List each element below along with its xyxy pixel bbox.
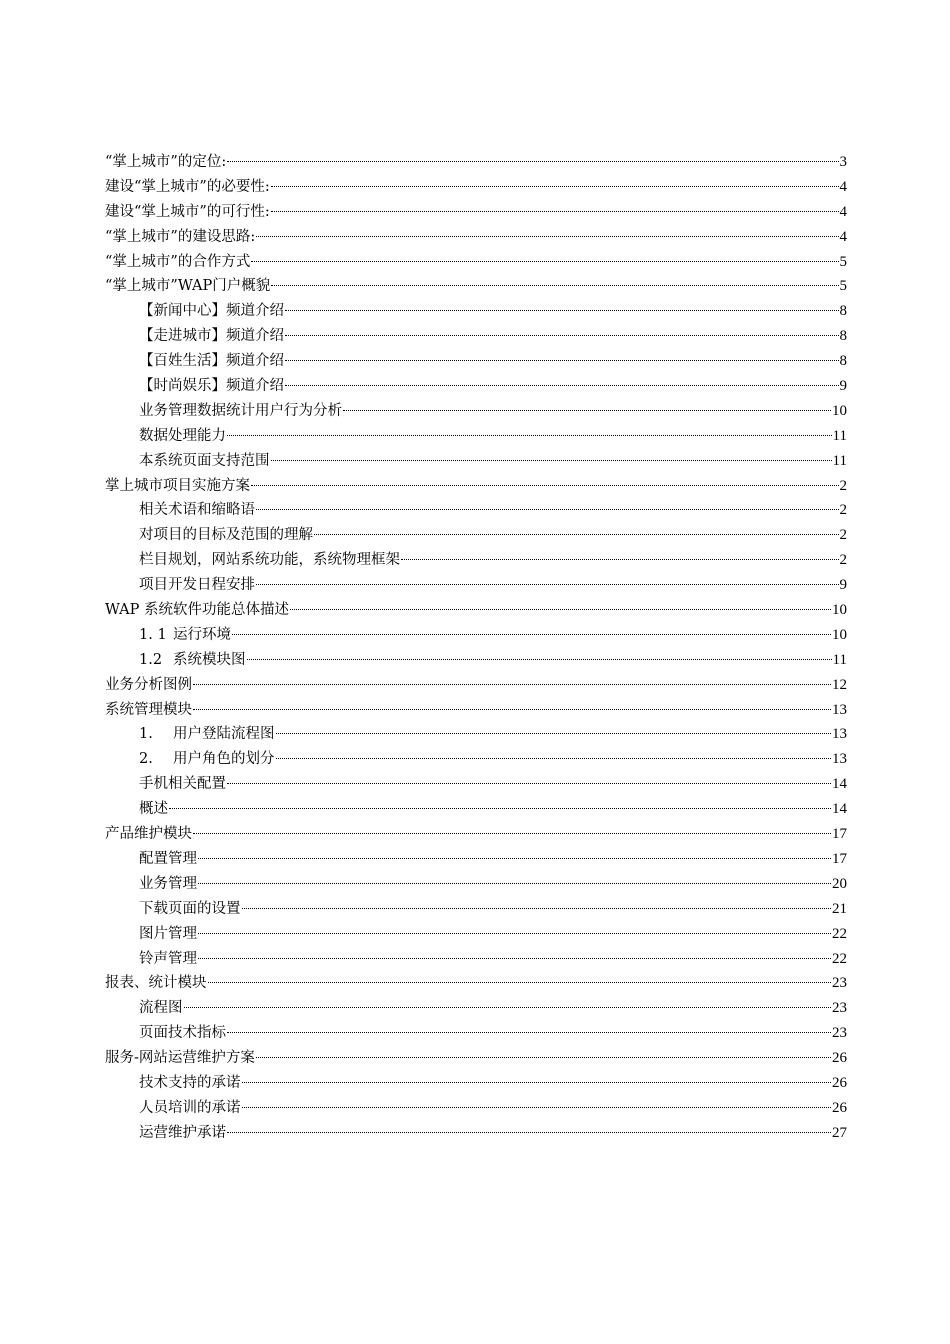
toc-entry-title — [139, 722, 275, 747]
toc-page-number: 4 — [839, 228, 847, 245]
toc-entry[interactable] — [105, 225, 847, 250]
toc-entry-label: 用户角色的划分 — [173, 751, 275, 768]
toc-entry-title — [139, 1021, 226, 1046]
toc-entry-title — [139, 922, 197, 947]
dot-leader — [276, 758, 832, 759]
dot-leader — [242, 1082, 832, 1083]
toc-entry-title — [105, 698, 192, 723]
toc-page-number: 22 — [832, 950, 847, 967]
toc-subentry[interactable] — [105, 872, 847, 897]
toc-subentry[interactable] — [105, 922, 847, 947]
toc-entry-title — [105, 175, 270, 200]
toc-subentry[interactable] — [105, 573, 847, 598]
dot-leader — [271, 211, 839, 212]
toc-subentry[interactable] — [105, 1021, 847, 1046]
dot-leader — [184, 1007, 832, 1008]
dot-leader — [227, 1132, 831, 1133]
toc-subentry[interactable] — [105, 449, 847, 474]
toc-entry-label: 概述 — [139, 801, 168, 818]
toc-page-number: 14 — [832, 776, 847, 793]
toc-entry-label: 图片管理 — [139, 925, 197, 942]
toc-page-number: 11 — [832, 452, 847, 469]
toc-entry-number: 1. 1 — [139, 626, 167, 643]
toc-entry-title — [139, 797, 168, 822]
toc-entry-title — [105, 1046, 255, 1071]
toc-page-number: 17 — [832, 826, 847, 843]
toc-page-number: 23 — [832, 1025, 847, 1042]
toc-entry-label: 掌上城市项目实施方案 — [105, 477, 250, 494]
toc-subentry[interactable] — [105, 349, 847, 374]
toc-page-number: 21 — [832, 900, 847, 917]
dot-leader — [169, 808, 831, 809]
toc-page-number: 9 — [839, 378, 847, 395]
dot-leader — [271, 186, 839, 187]
toc-entry-label: 用户登陆流程图 — [173, 726, 275, 743]
toc-entry-title — [139, 996, 183, 1021]
dot-leader — [285, 360, 839, 361]
toc-subentry[interactable] — [105, 299, 847, 324]
dot-leader — [232, 634, 831, 635]
dot-leader — [227, 783, 831, 784]
toc-page-number: 8 — [839, 303, 847, 320]
toc-page-number: 12 — [832, 676, 847, 693]
toc-entry-label: 业务管理数据统计用户行为分析 — [139, 402, 342, 419]
dot-leader — [193, 833, 831, 834]
toc-entry[interactable] — [105, 1046, 847, 1071]
dot-leader — [271, 285, 838, 286]
toc-page-number: 10 — [832, 602, 847, 619]
toc-entry-title — [139, 449, 270, 474]
toc-entry-title — [139, 498, 255, 523]
toc-entry-label: 服务-网站运营维护方案 — [105, 1050, 255, 1067]
toc-entry-title — [139, 747, 275, 772]
toc-entry-label: 铃声管理 — [139, 950, 197, 967]
toc-entry-title — [139, 299, 284, 324]
toc-entry-label: 对项目的目标及范围的理解 — [139, 527, 313, 544]
dot-leader — [242, 908, 832, 909]
toc-entry-label: 手机相关配置 — [139, 776, 226, 793]
toc-entry-number: 2. — [139, 751, 153, 768]
toc-entry-title — [139, 1071, 241, 1096]
toc-page-number: 26 — [832, 1050, 847, 1067]
toc-page-number: 11 — [832, 427, 847, 444]
toc-subentry[interactable] — [105, 747, 847, 772]
toc-page-number: 13 — [832, 726, 847, 743]
toc-entry[interactable] — [105, 175, 847, 200]
toc-entry-label: “掌上城市”的定位: — [105, 154, 227, 170]
toc-subentry[interactable] — [105, 1096, 847, 1121]
toc-subentry[interactable] — [105, 424, 847, 449]
toc-entry-title — [105, 250, 250, 275]
toc-entry-title — [139, 349, 284, 374]
dot-leader — [198, 858, 831, 859]
toc-entry-label: 建设“掌上城市”的可行性: — [105, 203, 270, 220]
dot-leader — [256, 236, 838, 237]
toc-entry-label: 流程图 — [139, 1000, 183, 1017]
toc-entry-title — [139, 424, 226, 449]
dot-leader — [251, 485, 839, 486]
toc-entry-label: 建设“掌上城市”的必要性: — [105, 178, 270, 195]
dot-leader — [276, 733, 832, 734]
toc-entry-label: 运行环境 — [173, 626, 231, 643]
toc-entry-title — [139, 847, 197, 872]
dot-leader — [193, 709, 831, 710]
toc-page-number: 11 — [832, 651, 847, 668]
toc-entry-label: 配置管理 — [139, 850, 197, 867]
toc-subentry[interactable] — [105, 897, 847, 922]
toc-subentry[interactable] — [105, 1121, 847, 1146]
dot-leader — [271, 460, 832, 461]
toc-entry-number: 1.2 — [139, 651, 163, 668]
toc-entry-title — [105, 673, 192, 698]
table-of-contents — [105, 150, 847, 1146]
dot-leader — [256, 509, 839, 510]
toc-entry[interactable] — [105, 673, 847, 698]
toc-entry-title — [139, 1121, 226, 1146]
toc-entry-label: “掌上城市”WAP门户概貌 — [105, 278, 271, 295]
toc-subentry[interactable] — [105, 722, 847, 747]
toc-entry-title — [139, 523, 313, 548]
toc-subentry[interactable] — [105, 996, 847, 1021]
dot-leader — [247, 659, 832, 660]
toc-entry-title — [139, 374, 284, 399]
toc-entry-title — [105, 598, 289, 623]
toc-entry-title — [139, 324, 284, 349]
toc-page-number: 5 — [839, 278, 847, 295]
toc-entry-title — [139, 399, 342, 424]
toc-entry[interactable] — [105, 698, 847, 723]
toc-entry-title — [105, 474, 250, 499]
toc-page-number: 26 — [832, 1074, 847, 1091]
dot-leader — [290, 609, 831, 610]
dot-leader — [227, 161, 838, 162]
toc-entry-title — [105, 225, 255, 250]
toc-entry[interactable] — [105, 598, 847, 623]
toc-page-number: 4 — [839, 203, 847, 220]
toc-page-number: 20 — [832, 875, 847, 892]
toc-entry-title — [139, 872, 197, 897]
toc-entry-label: 【走进城市】频道介绍 — [139, 328, 284, 345]
toc-entry-title — [139, 573, 255, 598]
dot-leader — [208, 982, 832, 983]
toc-subentry[interactable] — [105, 498, 847, 523]
toc-entry-label: 数据处理能力 — [139, 427, 226, 444]
dot-leader — [256, 584, 839, 585]
toc-page-number: 13 — [832, 751, 847, 768]
toc-subentry[interactable] — [105, 797, 847, 822]
toc-entry-title — [105, 971, 207, 996]
toc-entry-label: 项目开发日程安排 — [139, 577, 255, 594]
toc-page-number: 27 — [832, 1124, 847, 1141]
toc-entry-label: 业务管理 — [139, 875, 197, 892]
toc-entry-number: 1. — [139, 726, 153, 743]
toc-page-number: 2 — [839, 477, 847, 494]
toc-page-number: 8 — [839, 353, 847, 370]
toc-subentry[interactable] — [105, 324, 847, 349]
toc-subentry[interactable] — [105, 947, 847, 972]
toc-page-number: 5 — [839, 253, 847, 270]
toc-subentry[interactable] — [105, 1071, 847, 1096]
toc-entry-label: 下载页面的设置 — [139, 900, 241, 917]
toc-page-number: 23 — [832, 1000, 847, 1017]
toc-entry-label: 系统模块图 — [173, 651, 246, 668]
toc-entry-label: 产品维护模块 — [105, 826, 192, 843]
toc-entry-title — [139, 1096, 241, 1121]
toc-subentry[interactable] — [105, 772, 847, 797]
toc-entry-title — [105, 274, 270, 299]
toc-entry[interactable] — [105, 474, 847, 499]
dot-leader — [285, 310, 839, 311]
toc-page-number: 2 — [839, 502, 847, 519]
toc-page-number: 2 — [839, 527, 847, 544]
toc-page-number: 10 — [832, 626, 847, 643]
toc-subentry[interactable] — [105, 523, 847, 548]
dot-leader — [314, 534, 839, 535]
dot-leader — [401, 559, 839, 560]
toc-entry-label: 业务分析图例 — [105, 676, 192, 693]
toc-entry-label: 【新闻中心】频道介绍 — [139, 303, 284, 320]
toc-entry-title — [105, 822, 192, 847]
toc-entry-label: 本系统页面支持范围 — [139, 452, 270, 469]
toc-page-number: 13 — [832, 701, 847, 718]
toc-entry[interactable] — [105, 200, 847, 225]
toc-entry-label: 相关术语和缩略语 — [139, 502, 255, 519]
toc-page-number: 8 — [839, 328, 847, 345]
toc-entry-title — [139, 623, 231, 648]
toc-entry-title — [139, 897, 241, 922]
toc-page-number: 17 — [832, 850, 847, 867]
toc-subentry[interactable] — [105, 648, 847, 673]
dot-leader — [227, 435, 832, 436]
toc-page-number: 22 — [832, 925, 847, 942]
toc-entry-label: 栏目规划，网站系统功能，系统物理框架 — [139, 552, 400, 569]
dot-leader — [343, 410, 831, 411]
dot-leader — [198, 958, 831, 959]
toc-entry-title — [139, 648, 246, 673]
dot-leader — [198, 933, 831, 934]
toc-page-number: 2 — [839, 552, 847, 569]
dot-leader — [285, 335, 839, 336]
toc-entry[interactable] — [105, 274, 847, 299]
toc-page-number: 14 — [832, 801, 847, 818]
toc-subentry[interactable] — [105, 374, 847, 399]
toc-entry-title — [139, 772, 226, 797]
toc-page-number: 26 — [832, 1099, 847, 1116]
toc-entry-label: 报表、统计模块 — [105, 975, 207, 992]
toc-entry[interactable] — [105, 150, 847, 175]
toc-entry-label: 技术支持的承诺 — [139, 1074, 241, 1091]
dot-leader — [256, 1057, 831, 1058]
toc-subentry[interactable] — [105, 399, 847, 424]
dot-leader — [242, 1107, 832, 1108]
dot-leader — [227, 1032, 831, 1033]
toc-entry-label: 【时尚娱乐】频道介绍 — [139, 378, 284, 395]
toc-entry-label: 【百姓生活】频道介绍 — [139, 353, 284, 370]
toc-entry-label: 页面技术指标 — [139, 1025, 226, 1042]
toc-subentry[interactable] — [105, 847, 847, 872]
toc-entry-label: WAP 系统软件功能总体描述 — [105, 602, 290, 619]
toc-entry-label: 系统管理模块 — [105, 701, 192, 718]
dot-leader — [251, 261, 838, 262]
toc-entry-title — [105, 200, 270, 225]
toc-entry-label: 运营维护承诺 — [139, 1124, 226, 1141]
toc-page-number: 9 — [839, 577, 847, 594]
toc-page-number: 23 — [832, 975, 847, 992]
dot-leader — [198, 883, 831, 884]
toc-entry-label: “掌上城市”的建设思路: — [105, 228, 256, 245]
toc-entry-title — [105, 150, 226, 175]
toc-entry[interactable] — [105, 822, 847, 847]
toc-page-number: 10 — [832, 402, 847, 419]
toc-entry-label: “掌上城市”的合作方式 — [105, 253, 251, 270]
toc-entry[interactable] — [105, 250, 847, 275]
toc-entry-title — [139, 947, 197, 972]
toc-subentry[interactable] — [105, 623, 847, 648]
toc-entry[interactable] — [105, 971, 847, 996]
toc-page-number: 4 — [839, 178, 847, 195]
toc-subentry[interactable] — [105, 548, 847, 573]
dot-leader — [193, 684, 831, 685]
dot-leader — [285, 385, 839, 386]
toc-page-number: 3 — [839, 154, 847, 170]
toc-entry-label: 人员培训的承诺 — [139, 1099, 241, 1116]
toc-entry-title — [139, 548, 400, 573]
